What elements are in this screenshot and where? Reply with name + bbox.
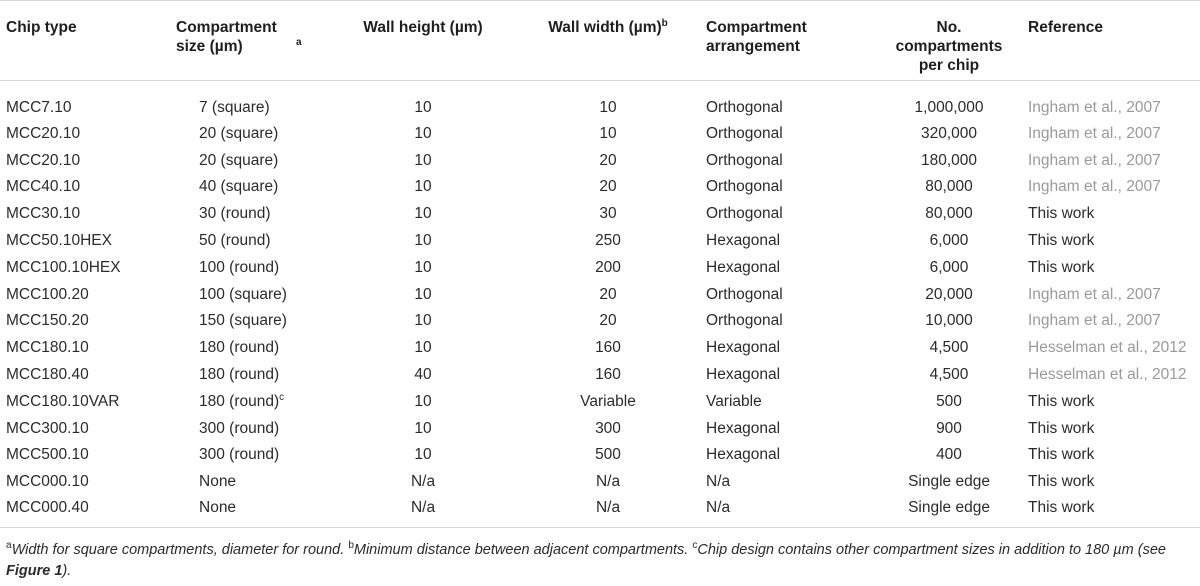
wall-height-cell: 10: [414, 178, 432, 196]
wall-height-cell: 10: [414, 285, 432, 303]
reference-cell[interactable]: Ingham et al., 2007: [1028, 285, 1161, 303]
chip-type-cell: MCC100.10HEX: [6, 258, 121, 276]
table-row: [0, 496, 1200, 528]
arrangement-cell: Orthogonal: [706, 285, 783, 303]
reference-cell[interactable]: Ingham et al., 2007: [1028, 312, 1161, 330]
arrangement-cell: Orthogonal: [706, 151, 783, 169]
compartment-size-cell: 7 (square): [199, 98, 270, 116]
compartment-count-cell: 180,000: [920, 151, 978, 169]
wall-width-cell: 300: [595, 419, 621, 437]
reference-cell: This work: [1028, 205, 1095, 223]
table-row: [0, 281, 1200, 308]
arrangement-cell: Hexagonal: [706, 232, 781, 250]
footnote-b-text: Minimum distance between adjacent compartments.: [353, 542, 689, 558]
reference-cell: This work: [1028, 446, 1095, 464]
footnote-a-text: Width for square compartments, diameter for round.: [11, 542, 345, 558]
table-row: [0, 147, 1200, 174]
footnote-b-mark: b: [348, 540, 354, 552]
wall-height-cell: 10: [414, 124, 432, 142]
chip-type-cell: MCC20.10: [6, 151, 81, 169]
arrangement-cell: Orthogonal: [706, 312, 783, 330]
header-arrangement: Compartment arrangement: [704, 1, 870, 81]
reference-cell[interactable]: Ingham et al., 2007: [1028, 178, 1161, 196]
reference-cell: This work: [1028, 258, 1095, 276]
compartment-count-cell: Single edge: [870, 496, 1028, 528]
compartment-count-cell: 900: [936, 419, 962, 437]
compartment-count-cell: 1,000,000: [914, 98, 984, 116]
chip-type-cell: MCC40.10: [6, 178, 81, 196]
compartment-size-cell: None: [199, 473, 237, 491]
wall-width-cell: 20: [599, 312, 617, 330]
wall-height-cell: 40: [414, 366, 432, 384]
compartment-count-cell: 6,000: [929, 258, 969, 276]
chip-type-cell: MCC30.10: [6, 205, 81, 223]
arrangement-cell: Variable: [706, 392, 762, 410]
reference-cell: This work: [1028, 419, 1095, 437]
footnote-a-mark: a: [6, 540, 12, 552]
compartment-size-cell: 180 (round): [199, 366, 280, 384]
chip-type-cell: MCC50.10HEX: [6, 232, 112, 250]
arrangement-cell: Hexagonal: [706, 339, 781, 357]
header-wall-width: Wall width $(\mu m)^b$: [512, 1, 704, 81]
chip-type-cell: MCC000.10: [6, 473, 89, 491]
header-compartment-size: Compartment size (µm) $^a$: [176, 1, 334, 81]
reference-cell[interactable]: Hesselman et al., 2012: [1028, 366, 1187, 384]
table-row: [0, 201, 1200, 228]
chip-type-cell: MCC20.10: [6, 124, 81, 142]
arrangement-cell: Hexagonal: [706, 419, 781, 437]
compartment-count-cell: 80,000: [925, 205, 973, 223]
chip-type-cell: MCC000.40: [0, 496, 176, 528]
table-row: [0, 308, 1200, 335]
wall-height-cell: N/a: [410, 473, 436, 491]
wall-height-cell: 10: [414, 312, 432, 330]
wall-width-cell: Variable: [580, 392, 636, 410]
wall-width-cell: 20: [599, 178, 617, 196]
wall-height-cell: 10: [414, 339, 432, 357]
header-chip-type: Chip type: [0, 1, 176, 81]
wall-height-cell: 10: [414, 392, 432, 410]
reference-cell: This work: [1028, 496, 1200, 528]
compartment-size-cell: 20 (square): [199, 151, 279, 169]
arrangement-cell: Orthogonal: [706, 98, 783, 116]
chip-type-cell: MCC7.10: [6, 98, 72, 116]
compartment-count-cell: 6,000: [929, 232, 969, 250]
wall-width-cell: N/a: [512, 496, 704, 528]
table-row: [0, 415, 1200, 442]
table-row: [0, 362, 1200, 389]
compartment-size-cell: 180 (round)$^c$: [199, 391, 285, 410]
wall-height-cell: 10: [414, 232, 432, 250]
wall-width-cell: 160: [595, 366, 621, 384]
table-row: [0, 121, 1200, 148]
header-row: [0, 1, 1200, 81]
arrangement-cell: Hexagonal: [706, 258, 781, 276]
table-row: [0, 81, 1200, 121]
chip-type-cell: MCC500.10: [6, 446, 89, 464]
compartment-size-cell: 20 (square): [199, 124, 279, 142]
compartment-count-cell: 4,500: [929, 339, 969, 357]
reference-cell[interactable]: Ingham et al., 2007: [1028, 98, 1161, 116]
arrangement-cell: Hexagonal: [706, 366, 781, 384]
reference-cell[interactable]: Ingham et al., 2007: [1028, 124, 1161, 142]
wall-width-cell: N/a: [595, 473, 621, 491]
header-reference: Reference: [1028, 1, 1200, 81]
footnote-c-text: Chip design contains other compartment sizes in addition to 180 µm (see: [697, 542, 1166, 558]
table-row: [0, 335, 1200, 362]
reference-cell: This work: [1028, 232, 1095, 250]
wall-width-cell: 200: [595, 258, 621, 276]
compartment-size-cell: 300 (round): [199, 446, 280, 464]
compartment-count-cell: 4,500: [929, 366, 969, 384]
compartment-size-cell: 50 (round): [199, 232, 271, 250]
arrangement-cell: Orthogonal: [706, 124, 783, 142]
wall-height-cell: 10: [414, 419, 432, 437]
wall-height-cell: 10: [414, 258, 432, 276]
compartment-count-cell: Single edge: [908, 473, 990, 491]
wall-width-cell: 10: [599, 124, 617, 142]
compartment-count-cell: 320,000: [920, 124, 978, 142]
wall-width-cell: 20: [599, 151, 617, 169]
table-row: [0, 174, 1200, 201]
arrangement-cell: N/a: [704, 496, 870, 528]
arrangement-cell: N/a: [706, 473, 731, 491]
arrangement-cell: Orthogonal: [706, 178, 783, 196]
compartment-size-cell: 100 (round): [199, 258, 280, 276]
table-row: [0, 442, 1200, 469]
chip-type-cell: MCC100.20: [6, 285, 89, 303]
wall-width-cell: 160: [595, 339, 621, 357]
reference-cell: This work: [1028, 473, 1095, 491]
compartment-count-cell: 400: [936, 446, 962, 464]
table-row: [0, 388, 1200, 415]
footnote-c-text-end: ).: [62, 563, 72, 579]
table-row: [0, 228, 1200, 255]
compartment-count-cell: 500: [936, 392, 962, 410]
chip-type-cell: MCC180.10VAR: [6, 392, 120, 410]
footnote-c-ref: c: [279, 391, 285, 403]
wall-width-cell: 250: [595, 232, 621, 250]
wall-height-cell: 10: [414, 205, 432, 223]
arrangement-cell: Hexagonal: [706, 446, 781, 464]
compartment-count-cell: 80,000: [925, 178, 973, 196]
compartment-count-cell: 20,000: [925, 285, 973, 303]
chip-type-cell: MCC180.10: [6, 339, 89, 357]
table-row: [0, 469, 1200, 496]
chip-type-cell: MCC150.20: [6, 312, 89, 330]
wall-width-cell: 10: [599, 98, 617, 116]
wall-height-cell: 10: [414, 446, 432, 464]
arrangement-cell: Orthogonal: [706, 205, 783, 223]
wall-width-cell: 30: [599, 205, 617, 223]
compartment-size-cell: None: [176, 496, 334, 528]
header-wall-height: Wall height (µm): [334, 1, 512, 81]
compartment-size-cell: 30 (round): [199, 205, 271, 223]
reference-cell[interactable]: Ingham et al., 2007: [1028, 151, 1161, 169]
wall-width-cell: 500: [595, 446, 621, 464]
compartment-size-cell: 180 (round): [199, 339, 280, 357]
compartment-count-cell: 10,000: [925, 312, 973, 330]
reference-cell[interactable]: Hesselman et al., 2012: [1028, 339, 1187, 357]
compartment-size-cell: 300 (round): [199, 419, 280, 437]
wall-height-cell: 10: [414, 98, 432, 116]
footnote-c-mark: c: [692, 540, 698, 552]
table-row: [0, 254, 1200, 281]
header-count: No. compartments per chip: [870, 1, 1028, 81]
compartment-size-cell: 40 (square): [199, 178, 279, 196]
wall-width-cell: 20: [599, 285, 617, 303]
figure-1-link[interactable]: Figure 1: [6, 563, 63, 579]
wall-height-cell: 10: [414, 151, 432, 169]
wall-height-cell: N/a: [334, 496, 512, 528]
compartment-size-cell: 150 (square): [199, 312, 287, 330]
reference-cell: This work: [1028, 392, 1095, 410]
compartment-size-cell: 100 (square): [199, 285, 287, 303]
chip-type-cell: MCC300.10: [6, 419, 89, 437]
chip-type-cell: MCC180.40: [6, 366, 89, 384]
table-footnote: [6, 540, 1196, 582]
